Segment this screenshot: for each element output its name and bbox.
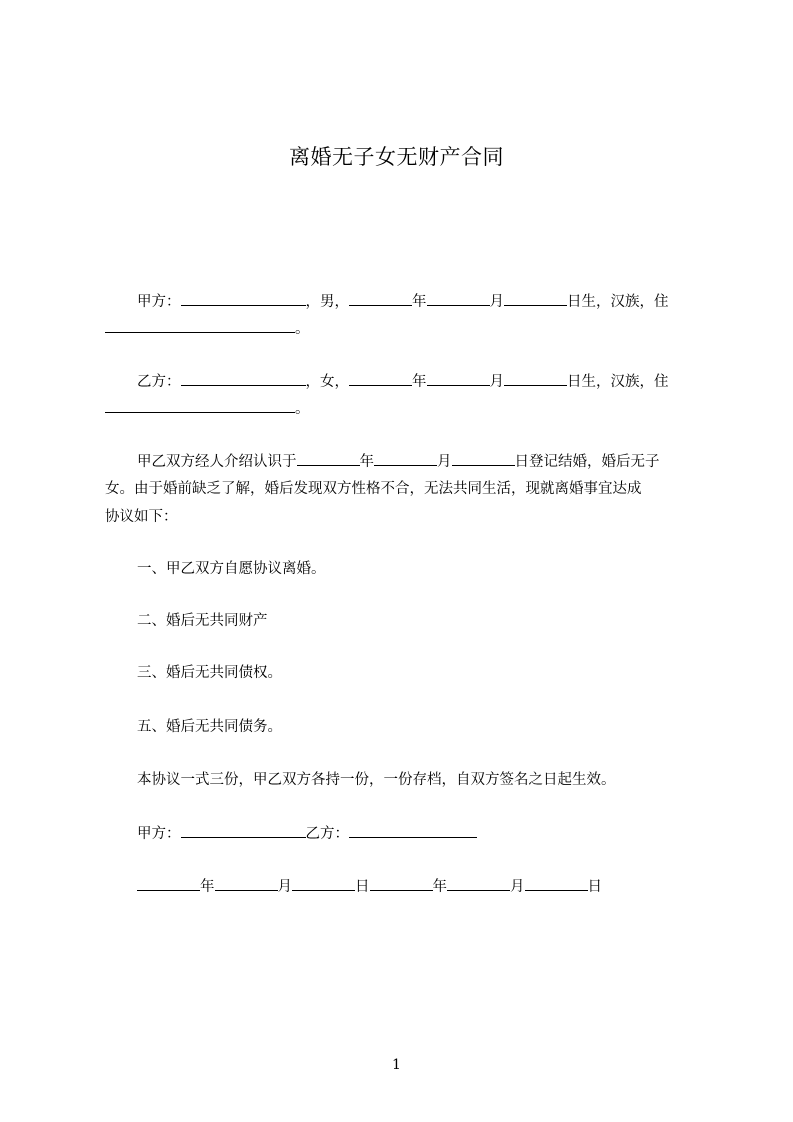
party-b-born-text: 日生，汉族，住 [567, 374, 669, 390]
date-a-day-label: 日 [355, 879, 370, 895]
party-b-birth-year-blank[interactable] [349, 370, 412, 386]
date-b-month-label: 月 [510, 879, 525, 895]
date-a-month-label: 月 [277, 879, 292, 895]
party-a-year-label: 年 [412, 294, 427, 310]
party-a-line [137, 290, 669, 313]
party-a-born-text: 日生，汉族，住 [567, 294, 669, 310]
date-a-year-blank[interactable] [137, 875, 200, 891]
clause-item: 一、甲乙双方自愿协议离婚。 [137, 561, 326, 577]
document-title: 离婚无子女无财产合同 [289, 145, 504, 169]
date-a-year-label: 年 [200, 879, 215, 895]
party-b-address-line [105, 397, 310, 420]
page-number: 1 [392, 1057, 401, 1073]
intro-line-3: 协议如下： [105, 509, 178, 525]
party-b-address-blank[interactable] [105, 397, 295, 413]
party-b-year-label: 年 [412, 374, 427, 390]
party-a-birth-day-blank[interactable] [504, 290, 567, 306]
date-b-month-blank[interactable] [447, 875, 510, 891]
date-a-day-blank[interactable] [292, 875, 355, 891]
signature-party-a-blank[interactable] [181, 822, 306, 838]
signature-line [137, 822, 477, 845]
party-b-birth-day-blank[interactable] [504, 370, 567, 386]
party-a-end: 。 [295, 321, 310, 337]
party-b-gender: ，女， [305, 374, 349, 390]
intro-line-2: 女。由于婚前缺乏了解，婚后发现双方性格不合，无法共同生活，现就离婚事宜达成 [105, 481, 642, 497]
party-a-month-label: 月 [489, 294, 504, 310]
marriage-day-blank[interactable] [452, 450, 515, 466]
intro-text-1: 甲乙双方经人介绍认识于 [137, 454, 297, 470]
date-a-month-blank[interactable] [215, 875, 278, 891]
signature-party-a-label: 甲方： [137, 826, 181, 842]
date-b-year-label: 年 [432, 879, 447, 895]
marriage-year-blank[interactable] [297, 450, 360, 466]
signature-party-b-blank[interactable] [349, 822, 477, 838]
marriage-month-blank[interactable] [374, 450, 437, 466]
party-b-month-label: 月 [489, 374, 504, 390]
party-a-address-line [105, 317, 310, 340]
party-a-label: 甲方： [137, 294, 181, 310]
party-a-gender: ，男， [305, 294, 349, 310]
party-b-label: 乙方： [137, 374, 181, 390]
signature-party-b-label: 乙方： [305, 826, 349, 842]
clause-item: 三、婚后无共同债权。 [137, 665, 282, 681]
clause-item: 五、婚后无共同债务。 [137, 719, 282, 735]
party-b-name-blank[interactable] [181, 370, 306, 386]
marriage-month-label: 月 [437, 454, 452, 470]
date-b-day-label: 日 [587, 879, 602, 895]
party-a-birth-month-blank[interactable] [427, 290, 490, 306]
date-b-year-blank[interactable] [370, 875, 433, 891]
intro-text-2: 日登记结婚，婚后无子 [514, 454, 660, 470]
party-b-birth-month-blank[interactable] [427, 370, 490, 386]
party-b-end: 。 [295, 401, 310, 417]
copies-statement: 本协议一式三份，甲乙双方各持一份，一份存档，自双方签名之日起生效。 [137, 772, 616, 788]
clause-item: 二、婚后无共同财产 [137, 613, 268, 629]
party-b-line [137, 370, 669, 393]
intro-line-1 [137, 450, 660, 473]
signature-date-line [137, 875, 602, 898]
party-a-address-blank[interactable] [105, 317, 295, 333]
marriage-year-label: 年 [359, 454, 374, 470]
party-a-birth-year-blank[interactable] [349, 290, 412, 306]
date-b-day-blank[interactable] [525, 875, 588, 891]
party-a-name-blank[interactable] [181, 290, 306, 306]
